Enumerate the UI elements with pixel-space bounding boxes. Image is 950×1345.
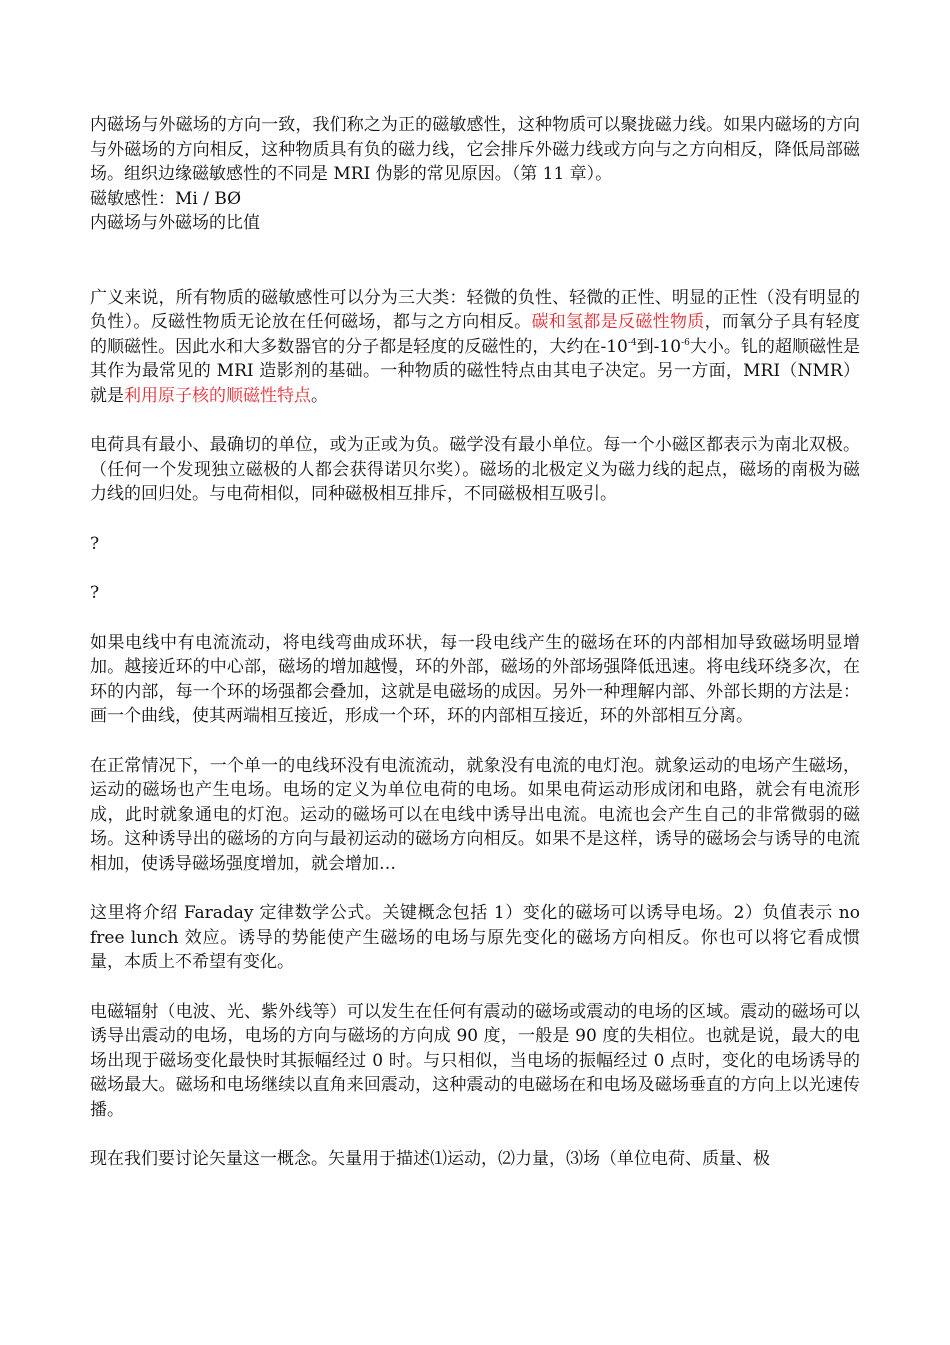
- spacer: [90, 729, 860, 754]
- paragraph-em-radiation: 电磁辐射（电波、光、紫外线等）可以发生在任何有震动的磁场或震动的电场的区域。震动的磁场可以诱导出震动的电场，电场的方向与磁场的方向成 90 度，一般是 90 度的失相位。也就是说，最大的电场出现于磁场变化最快时其振幅经过 0 时。与只相似，当电场的振幅经过 0 点时，变化的电场诱导的磁场最大。磁场和电场继续以直角来回震动，这种震动的电磁场在和电场及磁场垂直的方向上以光速传播。: [90, 1001, 860, 1120]
- exponent: -6: [681, 337, 690, 348]
- spacer: [90, 507, 860, 532]
- text-run: 广义来说，所有物质的磁敏感性可以分为三大类：轻微的负性、轻微的正性、明显的正性（没有明显的负性）。反磁性物质无论放在任何磁场，都与之方向相反。: [90, 287, 860, 332]
- highlight-nuclear-paramagnetism: 利用原子核的顺磁性特点: [124, 385, 311, 406]
- paragraph-susceptibility: [90, 113, 860, 236]
- exponent: -4: [627, 337, 637, 348]
- spacer: [90, 606, 860, 631]
- text-run: 到-10: [636, 336, 682, 357]
- susceptibility-formula-note: 内磁场与外磁场的比值: [90, 213, 260, 233]
- paragraph-vectors: 现在我们要讨论矢量这一概念。矢量用于描述⑴运动，⑵力量，⑶场（单位电荷、质量、极: [90, 1149, 770, 1169]
- paragraph-susceptibility-text: 内磁场与外磁场的方向一致，我们称之为正的磁敏感性，这种物质可以聚拢磁力线。如果内磁场的方向与外磁场的方向相反，这种物质具有负的磁力线，它会排斥外磁力线或方向与之方向相反，降低局部磁场。组织边缘磁敏感性的不同是 MRI 伪影的常见原因。（第 11 章）。: [90, 115, 860, 184]
- spacer: [90, 1122, 860, 1147]
- spacer: [90, 556, 860, 581]
- highlight-diamagnetic: 碳和氢都是反磁性物质: [531, 312, 705, 332]
- paragraph-faraday: 这里将介绍 Faraday 定律数学公式。关键概念包括 1）变化的磁场可以诱导电场。2）负值表示 no free lunch 效应。诱导的势能使产生磁场的电场与原先变化的磁场方向相反。你也可以将它看成惯量，本质上不希望有变化。: [90, 903, 860, 972]
- question-mark: ?: [90, 583, 100, 603]
- text-run: 。: [311, 385, 328, 406]
- spacer: [90, 236, 860, 286]
- text-run: ，而氧分子具有轻度的顺磁性。因此水和大多数器官的分子都是轻度的反磁性的，大约在-10: [90, 312, 861, 357]
- susceptibility-formula: 磁敏感性：Mi / BØ: [90, 188, 242, 209]
- paragraph-current-loop: 如果电线中有电流流动，将电线弯曲成环状，每一段电线产生的磁场在环的内部相加导致磁场明显增加。越接近环的中心部，磁场的增加越慢，环的外部，磁场的外部场强降低迅速。将电线环绕多次，在环的内部，每一个环的场强都会叠加，这就是电磁场的成因。另外一种理解内部、外部长期的方法是：画一个曲线，使其两端相互接近，形成一个环，环的内部相互接近，环的外部相互分离。: [90, 632, 860, 726]
- spacer: [90, 975, 860, 1000]
- paragraph-induction: 在正常情况下，一个单一的电线环没有电流流动，就象没有电流的电灯泡。就象运动的电场产生磁场，运动的磁场也产生电场。电场的定义为单位电荷的电场。如果电荷运动形成闭和电路，就会有电流形成，此时就象通电的灯泡。运动的磁场可以在电线中诱导出电流。电流也会产生自己的非常微弱的磁场。这种诱导出的磁场的方向与最初运动的磁场方向相反。如果不是这样，诱导的磁场会与诱导的电流相加，使诱导磁场强度增加，就会增加…: [90, 755, 860, 874]
- paragraph-magnetic-poles: 电荷具有最小、最确切的单位，或为正或为负。磁学没有最小单位。每一个小磁区都表示为南北双极。（任何一个发现独立磁极的人都会获得诺贝尔奖）。磁场的北极定义为磁力线的起点，磁场的南极为磁力线的回归处。与电荷相似，同种磁极相互排斥，不同磁极相互吸引。: [90, 435, 860, 504]
- question-mark: ?: [90, 533, 100, 554]
- spacer: [90, 408, 860, 433]
- spacer: [90, 876, 860, 901]
- paragraph-material-classes: [90, 286, 860, 409]
- text-run: 大小。钆的超顺磁性是其作为最常见的 MRI 造影剂的基础。一种物质的磁性特点由其电子决定。另一方面，MRI（NMR）就是: [90, 336, 861, 406]
